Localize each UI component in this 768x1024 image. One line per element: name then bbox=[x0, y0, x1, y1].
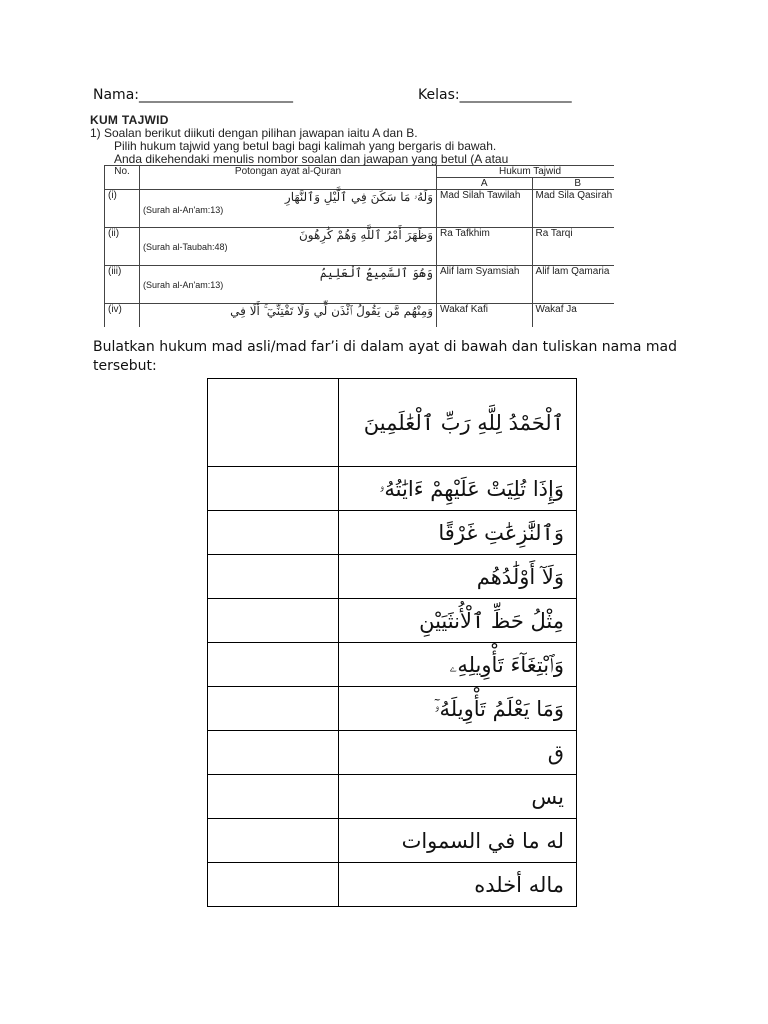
ayat-table bbox=[207, 378, 577, 907]
ayat-row bbox=[208, 643, 577, 687]
ayat-text: وَإِذَا تُلِيَتْ عَلَيْهِمْ ءَايَٰتُهُۥ bbox=[339, 467, 577, 511]
snippet-line: Anda dikehendaki menulis nombor soalan dan jawapan yang betul (A atau bbox=[114, 152, 509, 166]
snippet-option-b: Alif lam Qamaria bbox=[532, 266, 614, 304]
snippet-surah: (Surah al-Taubah:48) bbox=[143, 242, 228, 252]
snippet-no: (iv) bbox=[105, 304, 140, 328]
snippet-row bbox=[105, 304, 615, 328]
ayat-row bbox=[208, 467, 577, 511]
answer-cell[interactable] bbox=[208, 643, 339, 687]
snippet-no: (iii) bbox=[105, 266, 140, 304]
snippet-row bbox=[105, 228, 615, 266]
tajwid-question-snippet bbox=[90, 113, 614, 327]
answer-cell[interactable] bbox=[208, 819, 339, 863]
snippet-row bbox=[105, 190, 615, 228]
snippet-header-a: A bbox=[437, 178, 533, 190]
snippet-option-b: Ra Tarqi bbox=[532, 228, 614, 266]
answer-cell[interactable] bbox=[208, 467, 339, 511]
snippet-option-a: Wakaf Kafi bbox=[437, 304, 533, 328]
ayat-text: وَٱبْتِغَآءَ تَأْوِيلِهِۦ bbox=[339, 643, 577, 687]
instruction-text: Bulatkan hukum mad asli/mad far’i di dalam ayat di bawah dan tuliskan nama mad tersebut: bbox=[93, 339, 678, 374]
snippet-header-hukum: Hukum Tajwid bbox=[437, 166, 615, 178]
snippet-surah: (Surah al-An'am:13) bbox=[143, 205, 224, 215]
ayat-text: مِثْلُ حَظِّ ٱلْأُنثَيَيْنِ bbox=[339, 599, 577, 643]
snippet-title: KUM TAJWID bbox=[90, 113, 169, 127]
ayat-text: له ما في السموات bbox=[339, 819, 577, 863]
ayat-text: ٱلْحَمْدُ لِلَّهِ رَبِّ ٱلْعَٰلَمِينَ bbox=[339, 379, 577, 467]
snippet-option-a: Mad Silah Tawilah bbox=[437, 190, 533, 228]
ayat-row bbox=[208, 819, 577, 863]
snippet-ayat: وَلَهُۥ مَا سَكَنَ فِي ٱلَّيْلِ وَٱلنَّهَارِ bbox=[284, 190, 433, 204]
answer-cell[interactable] bbox=[208, 863, 339, 907]
snippet-option-a: Ra Tafkhim bbox=[437, 228, 533, 266]
snippet-option-b: Mad Sila Qasirah bbox=[532, 190, 614, 228]
ayat-row bbox=[208, 555, 577, 599]
ayat-text: ق bbox=[339, 731, 577, 775]
answer-cell[interactable] bbox=[208, 511, 339, 555]
ayat-row bbox=[208, 511, 577, 555]
snippet-ayat-cell bbox=[140, 266, 437, 304]
snippet-option-b: Wakaf Ja bbox=[532, 304, 614, 328]
ayat-row bbox=[208, 775, 577, 819]
snippet-header-no: No. bbox=[105, 166, 140, 190]
snippet-ayat: وَمِنْهُم مَّن يَقُولُ ٱئْذَن لِّي وَلَا تَفْتِنِّيٓ ۚ أَلَا فِي bbox=[230, 304, 433, 318]
snippet-header-b: B bbox=[532, 178, 614, 190]
snippet-ayat-cell bbox=[140, 228, 437, 266]
ayat-text: وَمَا يَعْلَمُ تَأْوِيلَهُۥٓ bbox=[339, 687, 577, 731]
ayat-row bbox=[208, 731, 577, 775]
ayat-row bbox=[208, 379, 577, 467]
snippet-line: 1) Soalan berikut diikuti dengan pilihan jawapan iaitu A dan B. bbox=[90, 126, 418, 140]
snippet-option-a: Alif lam Syamsiah bbox=[437, 266, 533, 304]
nama-field-label: Nama:______________________ bbox=[93, 87, 293, 103]
kelas-field-label: Kelas:________________ bbox=[418, 87, 572, 103]
answer-cell[interactable] bbox=[208, 775, 339, 819]
ayat-text: يس bbox=[339, 775, 577, 819]
snippet-ayat-cell bbox=[140, 190, 437, 228]
snippet-ayat-cell bbox=[140, 304, 437, 328]
snippet-no: (ii) bbox=[105, 228, 140, 266]
snippet-header-ayat: Potongan ayat al-Quran bbox=[140, 166, 437, 190]
ayat-text: ماله أخلده bbox=[339, 863, 577, 907]
answer-cell[interactable] bbox=[208, 599, 339, 643]
ayat-text: وَلَآ أَوْلَٰدُهُم bbox=[339, 555, 577, 599]
snippet-line: Pilih hukum tajwid yang betul bagi bagi kalimah yang bergaris di bawah. bbox=[114, 139, 497, 153]
answer-cell[interactable] bbox=[208, 731, 339, 775]
snippet-ayat: وَظَهَرَ أَمْرُ ٱللَّهِ وَهُمْ كَٰرِهُونَ bbox=[298, 228, 433, 242]
snippet-surah: (Surah al-An'am:13) bbox=[143, 280, 224, 290]
ayat-row bbox=[208, 863, 577, 907]
snippet-row bbox=[105, 266, 615, 304]
answer-cell[interactable] bbox=[208, 555, 339, 599]
snippet-table bbox=[104, 165, 614, 327]
answer-cell[interactable] bbox=[208, 379, 339, 467]
snippet-no: (i) bbox=[105, 190, 140, 228]
answer-cell[interactable] bbox=[208, 687, 339, 731]
ayat-row bbox=[208, 687, 577, 731]
snippet-ayat: وَهُوَ ٱلسَّمِيعُ ٱلْعَلِيمُ bbox=[319, 266, 433, 280]
ayat-text: وَٱلنَّٰزِعَٰتِ غَرْقًا bbox=[339, 511, 577, 555]
ayat-row bbox=[208, 599, 577, 643]
